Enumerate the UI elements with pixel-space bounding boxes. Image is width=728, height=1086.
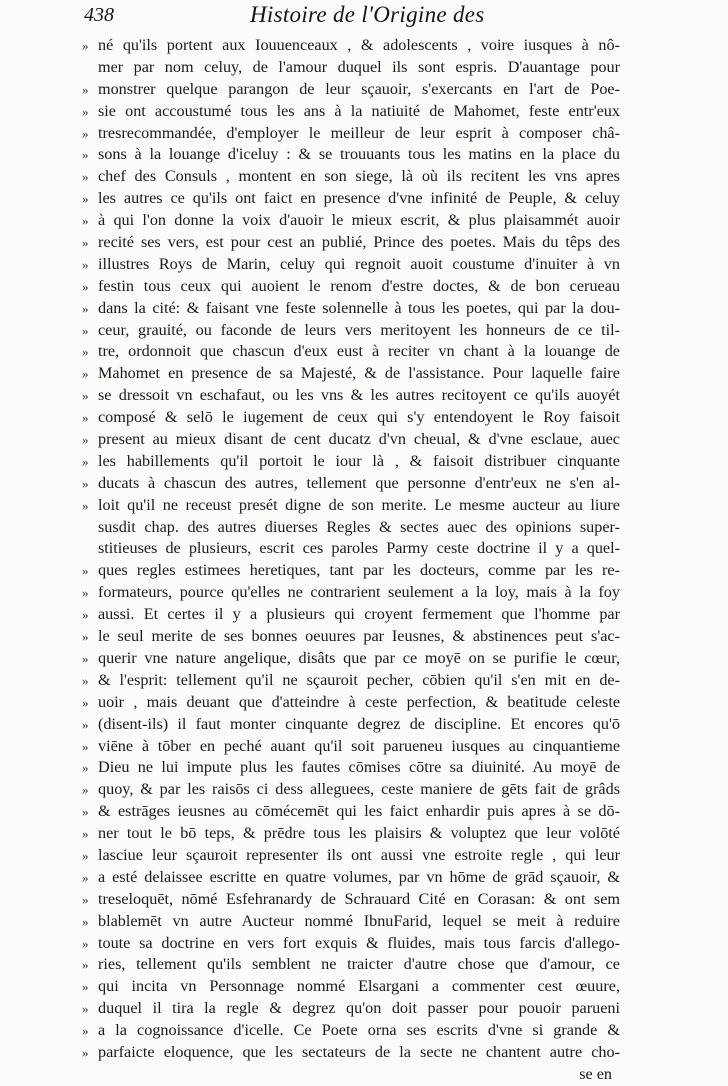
quotation-marker: » [82,147,89,163]
text-line [80,714,620,736]
quotation-marker: » [82,782,89,798]
text-line [80,648,620,670]
text-line [80,845,620,867]
quotation-marker: » [82,1044,89,1060]
text-line [80,210,620,232]
line-text: Dieu ne lui impute plus les fautes cōmises cōtre sa diuinité. Au moyē de [98,758,620,777]
text-line [80,144,620,166]
line-text: treseloquēt, nōmé Esfehranardy de Schrauard Cité en Corasan: & ont sem [98,889,620,908]
text-line [80,276,620,298]
line-text: duquel il tira la regle & degrez qu'on doit passer pour pouoir parueni [98,999,620,1018]
text-line [80,670,620,692]
quotation-marker: » [82,913,89,929]
quotation-marker: » [82,453,89,469]
quotation-marker: » [82,125,89,141]
line-text: ducats à chascun des autres, tellement que personne d'entr'eux ne s'en al- [98,473,620,492]
quotation-marker: » [82,38,89,53]
line-text: lasciue leur sçauroit representer ils ont aussi vne estroite regle , qui leur [98,845,620,864]
line-text: mer par nom celuy, de l'amour duquel ils sont espris. D'auantage pour [98,57,620,76]
quotation-marker: » [82,738,89,754]
text-line [80,1042,620,1064]
text-line [80,188,620,210]
line-text: toute sa doctrine en vers fort exquis & fluides, mais tous farcis d'allego- [98,933,620,952]
quotation-marker: » [82,169,89,185]
line-text: ner tout le bō teps, & prēdre tous les plaisirs & voluptez que leur volōté [98,824,620,843]
quotation-marker: » [82,629,89,645]
text-line [80,341,620,363]
quotation-marker: » [82,716,89,732]
text-line [80,166,620,188]
text-line [80,582,620,604]
text-line [80,604,620,626]
quotation-marker: » [82,1001,89,1017]
quotation-marker: » [82,235,89,251]
quotation-marker: » [82,366,89,382]
text-line [80,1020,620,1042]
line-text: à qui l'on donne la voix d'auoir le mieux escrit, & plus plaisammét auoir [98,211,620,230]
line-text: ques regles estimees heretiques, tant par les docteurs, comme par les re- [98,561,620,580]
text-line [80,692,620,714]
quotation-marker: » [82,300,89,316]
line-text: festin tous ceux qui auoient le renom d'estre doctes, & de bon cerueau [98,276,620,295]
quotation-marker: » [82,344,89,360]
quotation-marker: » [82,650,89,666]
text-line [80,35,620,57]
line-text: tre, ordonnoit que chascun d'eux eust à reciter vn chant à la louange de [98,342,620,361]
line-text: illustres Roys de Marin, celuy qui regnoit auoit coustume d'inuiter à vn [98,254,620,273]
line-text: se dressoit vn eschafaut, ou les vns & les autres recitoyent ce qu'ils auoyét [98,386,620,405]
text-line [80,473,620,495]
line-text: blablemēt vn autre Aucteur nommé IbnuFarid, lequel se meit à reduire [98,911,620,930]
quotation-marker: » [82,891,89,907]
text-line [80,517,620,539]
body-text [80,35,620,1086]
quotation-marker: » [82,804,89,820]
line-text: susdit chap. des autres diuerses Regles & sectes auec des opinions super- [98,517,620,536]
running-title: Histoire de l'Origine des [250,2,485,27]
text-line [80,736,620,758]
line-text: le seul merite de ses bonnes oeuures par Ieusnes, & abstinences peut s'ac- [98,627,620,646]
line-text: ries, tellement qu'ils semblent ne traicter d'autre chose que d'amour, ce [98,955,620,974]
catchword: se en [579,1064,612,1083]
text-line [80,232,620,254]
text-line [80,363,620,385]
line-text: recité ses vers, est pour cest an publié, Prince des poetes. Mais du têps des [98,233,620,252]
line-text: & l'esprit: tellement qu'il ne sçauroit pecher, cōbien qu'il s'en mit en de- [98,670,620,689]
text-line [80,889,620,911]
line-text: & estrāges ieusnes au cōmécemēt qui les faict enhardir puis apres à se dō- [98,802,620,821]
text-line [80,998,620,1020]
text-line [80,538,620,560]
line-text: present au mieux disant de cent ducatz d'vn cheual, & d'vne esclaue, auec [98,430,620,449]
text-line [80,254,620,276]
quotation-marker: » [82,607,89,623]
text-line [80,320,620,342]
line-text: composé & selō le iugement de ceux qui s'y entendoyent le Roy faisoit [98,408,620,427]
text-line [80,911,620,933]
text-line [80,123,620,145]
quotation-marker: » [82,475,89,491]
line-text: querir vne nature angelique, disâts que par ce moyē on se purifie le cœur, [98,648,620,667]
text-line [80,779,620,801]
line-text: né qu'ils portent aux Iouuenceaux , & adolescents , voire iusques à nô- [98,36,620,54]
line-text: formateurs, pource qu'elles ne contrarient seulement a la loy, mais à la foy [98,583,620,602]
text-line [80,801,620,823]
quotation-marker: » [82,213,89,229]
quotation-marker: » [82,585,89,601]
text-line [80,757,620,779]
quotation-marker: » [82,826,89,842]
line-text: Mahomet en presence de sa Majesté, & de l'assistance. Pour laquelle faire [98,364,620,383]
quotation-marker: » [82,935,89,951]
line-text: sie ont accoustumé tous les ans à la natiuité de Mahomet, feste entr'eux [98,101,620,120]
page-number: 438 [84,4,114,26]
line-text: aussi. Et certes il y a plusieurs qui croyent fermement que l'homme par [98,605,620,624]
quotation-marker: » [82,278,89,294]
text-line [80,385,620,407]
quotation-marker: » [82,432,89,448]
text-line [80,407,620,429]
text-line [80,560,620,582]
text-line [80,298,620,320]
line-text: sons à la louange d'iceluy : & se trouuants tous les matins en la place du [98,145,620,164]
quotation-marker: » [82,672,89,688]
line-text: parfaicte eloquence, que les sectateurs de la secte ne chantent autre cho- [98,1042,620,1061]
quotation-marker: » [82,1023,89,1039]
quotation-marker: » [82,497,89,513]
text-line [80,933,620,955]
line-text: loit qu'il ne receust presét digne de son merite. Le mesme aucteur au liure [98,495,620,514]
line-text: les autres ce qu'ils ont faict en presence d'vne infinité de Peuple, & celuy [98,189,620,208]
line-text: chef des Consuls , montent en son siege, là où ils recitent les vns apres [98,167,620,186]
line-text: monstrer quelque parangon de leur sçauoir, s'exercants en l'art de Poe- [98,79,620,98]
text-line [80,976,620,998]
quotation-marker: » [82,694,89,710]
line-text: a la cognoissance d'icelle. Ce Poete orna ses escrits d'vne si grande & [98,1021,620,1040]
line-text: ceur, grauité, ou faconde de leurs vers meritoyent les honneurs de ce til- [98,320,620,339]
quotation-marker: » [82,322,89,338]
quotation-marker: » [82,410,89,426]
quotation-marker: » [82,847,89,863]
quotation-marker: » [82,563,89,579]
quotation-marker: » [82,957,89,973]
quotation-marker: » [82,979,89,995]
line-text: (disent-ils) il faut monter cinquante degrez de discipline. Et encores qu'ō [98,714,620,733]
quotation-marker: » [82,191,89,207]
text-line [80,57,620,79]
line-text: les habillements qu'il portoit le iour là , & faisoit distribuer cinquante [98,451,620,470]
text-line [80,101,620,123]
line-text: quoy, & par les raisōs ci dess alleguees, ceste maniere de gēts fait de grâds [98,780,620,799]
text-line [80,429,620,451]
quotation-marker: » [82,256,89,272]
text-line [80,79,620,101]
line-text: qui incita vn Personnage nommé Elsargani a commenter cest œuure, [98,977,620,996]
quotation-marker: » [82,869,89,885]
line-text: dans la cité: & faisant vne feste solennelle à tous les poetes, qui par la dou- [98,298,620,317]
line-text: a esté delaissee escritte en quatre volumes, par vn hōme de grād sçauoir, & [98,867,620,886]
text-line [80,626,620,648]
quotation-marker: » [82,103,89,119]
line-text: viēne à tōber en peché auant qu'il soit parueneu iusques au cinquantieme [98,736,620,755]
text-line [80,867,620,889]
line-text: tresrecommandée, d'employer le meilleur de leur esprit à composer châ- [98,123,620,142]
line-text: uoir , mais deuant que d'atteindre à ceste perfection, & beatitude celeste [98,692,620,711]
text-line [80,823,620,845]
text-line [80,495,620,517]
quotation-marker: » [82,81,89,97]
quotation-marker: » [82,760,89,776]
quotation-marker: » [82,388,89,404]
text-line [80,954,620,976]
line-text: stitieuses de plusieurs, escrit ces paroles Parmy ceste doctrine il y a quel- [98,539,620,558]
text-line [80,451,620,473]
